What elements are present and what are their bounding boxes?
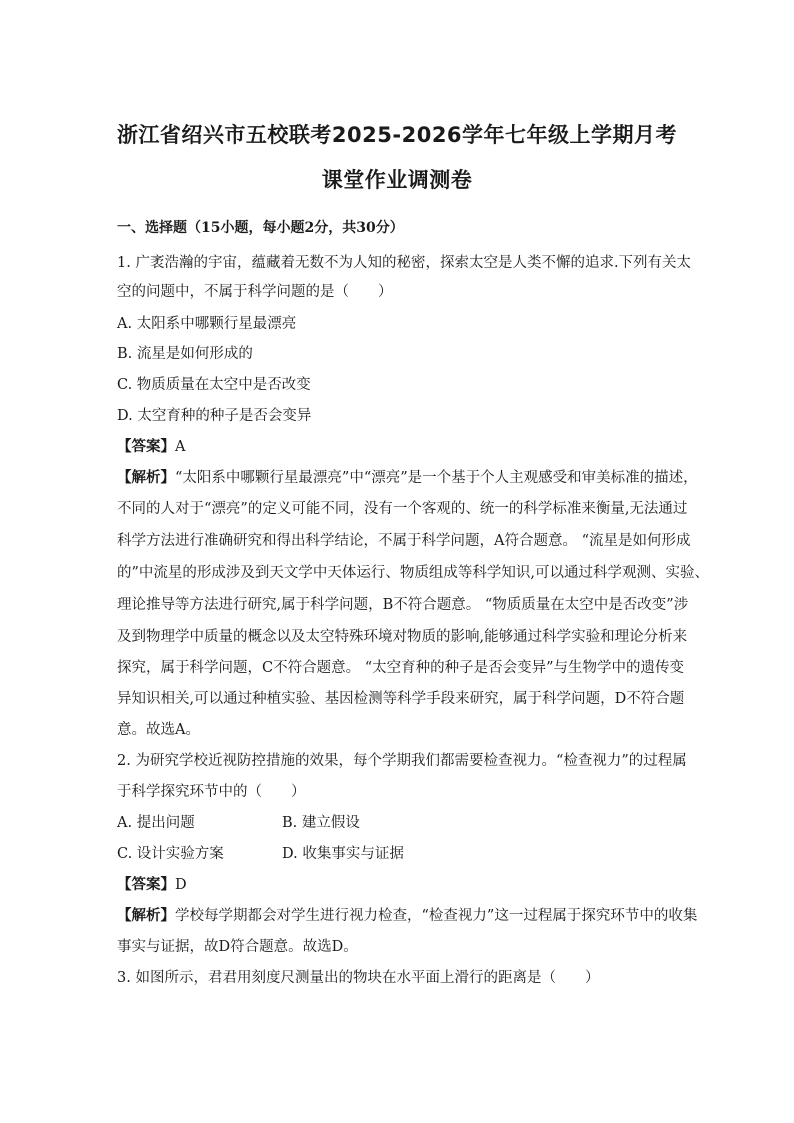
q1-option-a: A. 太阳系中哪颗行星最漂亮 [117,316,297,332]
q3-stem-line1: 3. 如图所示，君君用刻度尺测量出的物块在水平面上滑行的距离是（ ） [117,970,600,986]
q2-option-d: D. 收集事实与证据 [282,846,404,862]
q1-analysis-line4: 的”中流星的形成涉及到天文学中天体运行、物质组成等科学知识,可以通过科学观测、实验、 [117,565,710,581]
q1-analysis-line6: 及到物理学中质量的概念以及太空特殊环境对物质的影响,能够通过科学实验和理论分析来 [117,629,688,645]
q2-answer [117,875,187,895]
q2-option-b: B. 建立假设 [282,815,360,831]
q1-analysis-text: “太阳系中哪颗行星最漂亮”中“漂亮”是一个基于个人主观感受和审美标准的描述， [175,470,698,486]
q1-option-b: B. 流星是如何形成的 [117,346,253,362]
q2-options-row2 [117,844,404,864]
q2-stem-line2: 于科学探究环节中的（ ） [117,784,306,800]
analysis-label: 【解析】 [117,469,175,486]
q1-analysis-line5: 理论推导等方法进行研究,属于科学问题，B不符合题意。 “物质质量在太空中是否改变”涉 [117,597,689,613]
q1-analysis-line8: 异知识相关,可以通过种植实验、基因检测等科学手段来研究，属于科学问题，D不符合题 [117,691,685,707]
q1-analysis-line3: 科学方法进行准确研究和得出科学结论，不属于科学问题，A符合题意。 “流星是如何形成 [117,533,691,549]
q2-option-c: C. 设计实验方案 [117,846,224,862]
q1-stem-line1: 1. 广袤浩瀚的宇宙，蕴藏着无数不为人知的秘密，探索太空是人类不懈的追求.下列有关太 [117,255,692,271]
q1-stem-line2: 空的问题中，不属于科学问题的是（ ） [117,284,393,300]
q1-answer-value: A [175,439,186,455]
section-heading: 一、选择题（15小题，每小题2分，共30分） [117,220,404,236]
q1-answer [117,437,185,457]
q1-analysis-line2: 不同的人对于“漂亮”的定义可能不同，没有一个客观的、统一的科学标准来衡量,无法通过 [117,501,688,517]
q2-option-a: A. 提出问题 [117,815,195,831]
q1-analysis-line1 [117,468,698,488]
q2-analysis-line1 [117,906,697,926]
q2-analysis-text: 学校每学期都会对学生进行视力检查，“检查视力”这一过程属于探究环节中的收集 [175,908,698,924]
q2-answer-value: D [175,877,187,893]
page-subtitle: 课堂作业调测卷 [321,168,473,192]
analysis-label: 【解析】 [117,907,175,924]
answer-label: 【答案】 [117,876,175,893]
page-title: 浙江省绍兴市五校联考2025-2026学年七年级上学期月考 [116,123,678,147]
q1-analysis-line7: 探究，属于科学问题，C不符合题意。 “太空育种的种子是否会变异”与生物学中的遗传变 [117,660,685,676]
q2-stem-line1: 2. 为研究学校近视防控措施的效果，每个学期我们都需要检查视力。“检查视力”的过程属 [117,753,687,769]
q2-analysis-line2: 事实与证据，故D符合题意。故选D。 [117,939,358,955]
q1-option-c: C. 物质质量在太空中是否改变 [117,377,311,393]
answer-label: 【答案】 [117,438,175,455]
q2-options-row1 [117,813,360,833]
q1-option-d: D. 太空育种的种子是否会变异 [117,408,312,424]
q1-analysis-line9: 意。故选A。 [117,722,200,738]
